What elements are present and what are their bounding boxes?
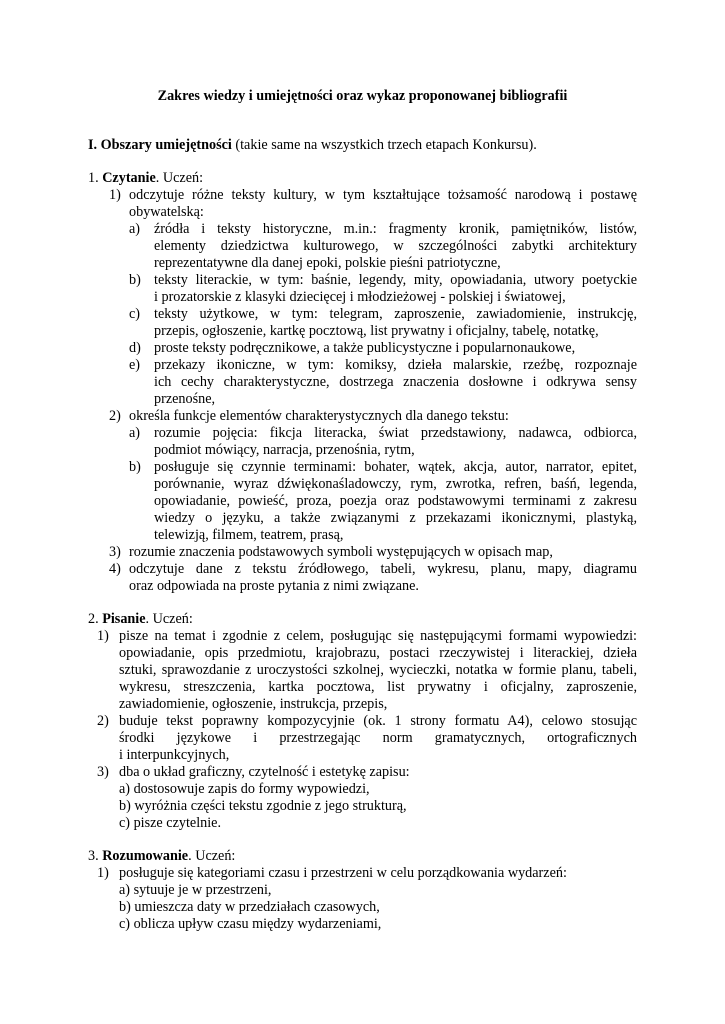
section-number: 2. <box>88 611 103 627</box>
list-item-text: źródła i teksty historyczne, m.in.: fragmenty kronik, pamiętników, listów, <box>154 221 637 237</box>
list-item-text: opowiadanie, opis przedmiotu, krajobrazu, postaci rzeczywistej i literackiej, dzieła <box>119 645 637 661</box>
list-item-text: rozumie pojęcia: fikcja literacka, świat przedstawiony, nadawca, odbiorca, <box>154 425 637 441</box>
list-item-text: przenośne, <box>154 391 216 407</box>
section-heading-reading <box>88 170 203 187</box>
list-item-text: określa funkcje elementów charakterystycznych dla danego tekstu: <box>129 408 509 424</box>
list-item-text: wykresu, streszczenia, kartka pocztowa, list prywatny i oficjalny, zaproszenie, <box>119 679 637 695</box>
list-item-text: opowiadanie, powieść, proza, poezja oraz podstawowymi terminami z zakresu <box>154 493 637 509</box>
list-item-text: wiedzy o języku, a także związanymi z przekazami ikonicznymi, plastyką, <box>154 510 637 526</box>
section-name: Rozumowanie <box>102 848 189 864</box>
list-marker: b) <box>129 459 141 475</box>
list-item-text: pisze na temat i zgodnie z celem, posługując się następującymi formami wypowiedzi: <box>119 628 637 644</box>
section-name: Pisanie <box>102 611 146 627</box>
list-marker: b) <box>129 272 141 288</box>
sub-list-item: c) oblicza upływ czasu między wydarzeniami, <box>119 916 382 932</box>
section-name: Czytanie <box>102 170 156 186</box>
part-heading <box>88 137 537 154</box>
list-marker: 1) <box>97 628 109 644</box>
list-item-text: ich cechy charakterystyczne, dostrzega znaczenia dosłowne i odkrywa sensy <box>154 374 637 390</box>
list-marker: 1) <box>97 865 109 881</box>
list-item-text: środki językowe i przestrzegając norm gramatycznych, ortograficznych <box>119 730 637 746</box>
section-number: 3. <box>88 848 103 864</box>
list-item-text: i interpunkcyjnych, <box>119 747 230 763</box>
list-marker: 3) <box>97 764 109 780</box>
section-heading-writing <box>88 611 193 628</box>
list-item-text: posługuje się czynnie terminami: bohater, wątek, akcja, autor, narrator, epitet, <box>154 459 637 475</box>
section-suffix: . Uczeń: <box>155 170 204 186</box>
list-item-text: sztuki, sprawozdanie z uroczystości szkolnej, wycieczki, notatka w formie planu, tabeli, <box>119 662 637 678</box>
list-item-text: odczytuje dane z tekstu źródłowego, tabeli, wykresu, planu, mapy, diagramu <box>129 561 637 577</box>
sub-list-item: b) wyróżnia części tekstu zgodnie z jego strukturą, <box>119 798 407 814</box>
list-item-text: porównanie, wyraz dźwiękonaśladowczy, rym, zwrotka, refren, baśń, legenda, <box>154 476 637 492</box>
list-marker: 2) <box>97 713 109 729</box>
list-marker: c) <box>129 306 141 322</box>
section-suffix: . Uczeń: <box>145 611 193 627</box>
document-title: Zakres wiedzy i umiejętności oraz wykaz proponowanej bibliografii <box>157 88 568 104</box>
list-item-text: odczytuje różne teksty kultury, w tym kształtujące tożsamość narodową i postawę <box>129 187 637 203</box>
list-item-text: proste teksty podręcznikowe, a także publicystyczne i popularnonaukowe, <box>154 340 576 356</box>
list-item-text: zawiadomienie, ogłoszenie, instrukcja, przepis, <box>119 696 388 712</box>
list-marker: 2) <box>109 408 121 424</box>
sub-list-item: a) dostosowuje zapis do formy wypowiedzi, <box>119 781 370 797</box>
list-item-text: obywatelską: <box>129 204 204 220</box>
part-heading-label: I. Obszary umiejętności <box>88 137 232 153</box>
list-item-text: telewizją, filmem, teatrem, prasą, <box>154 527 344 543</box>
list-marker: e) <box>129 357 141 373</box>
list-item-text: posługuje się kategoriami czasu i przestrzeni w celu porządkowania wydarzeń: <box>119 865 567 881</box>
sub-list-item: c) pisze czytelnie. <box>119 815 222 831</box>
list-item-text: dba o układ graficzny, czytelność i estetykę zapisu: <box>119 764 410 780</box>
list-item-text: elementy dziedzictwa kulturowego, w szczególności zabytki architektury <box>154 238 637 254</box>
list-item-text: i prozatorskie z klasyki dziecięcej i młodzieżowej - polskiej i światowej, <box>154 289 566 305</box>
part-heading-note: (takie same na wszystkich trzech etapach Konkursu). <box>231 137 537 153</box>
list-item-text: teksty literackie, w tym: baśnie, legendy, mity, opowiadania, utwory poetyckie <box>154 272 637 288</box>
list-marker: a) <box>129 425 141 441</box>
section-suffix: . Uczeń: <box>188 848 236 864</box>
list-marker: 3) <box>109 544 121 560</box>
list-marker: d) <box>129 340 141 356</box>
list-item-text: rozumie znaczenia podstawowych symboli występujących w opisach map, <box>129 544 553 560</box>
list-item-text: teksty użytkowe, w tym: telegram, zaproszenie, zawiadomienie, instrukcję, <box>154 306 637 322</box>
list-item-text: przekazy ikoniczne, w tym: komiksy, dzieła malarskie, rzeźbę, rozpoznaje <box>154 357 637 373</box>
list-item-text: buduje tekst poprawny kompozycyjnie (ok. 1 strony formatu A4), celowo stosując <box>119 713 637 729</box>
section-heading-reasoning <box>88 848 235 865</box>
list-marker: a) <box>129 221 141 237</box>
list-marker: 4) <box>109 561 121 577</box>
list-item-text: reprezentatywne dla danej epoki, polskie pieśni patriotyczne, <box>154 255 501 271</box>
sub-list-item: a) sytuuje je w przestrzeni, <box>119 882 272 898</box>
sub-list-item: b) umieszcza daty w przedziałach czasowych, <box>119 899 380 915</box>
list-item-text: oraz odpowiada na proste pytania z nimi związane. <box>129 578 419 594</box>
list-item-text: podmiot mówiący, narracja, przenośnia, rytm, <box>154 442 415 458</box>
section-number: 1. <box>88 170 103 186</box>
list-marker: 1) <box>109 187 121 203</box>
list-item-text: przepis, ogłoszenie, kartkę pocztową, list prywatny i oficjalny, tabelę, notatkę, <box>154 323 599 339</box>
